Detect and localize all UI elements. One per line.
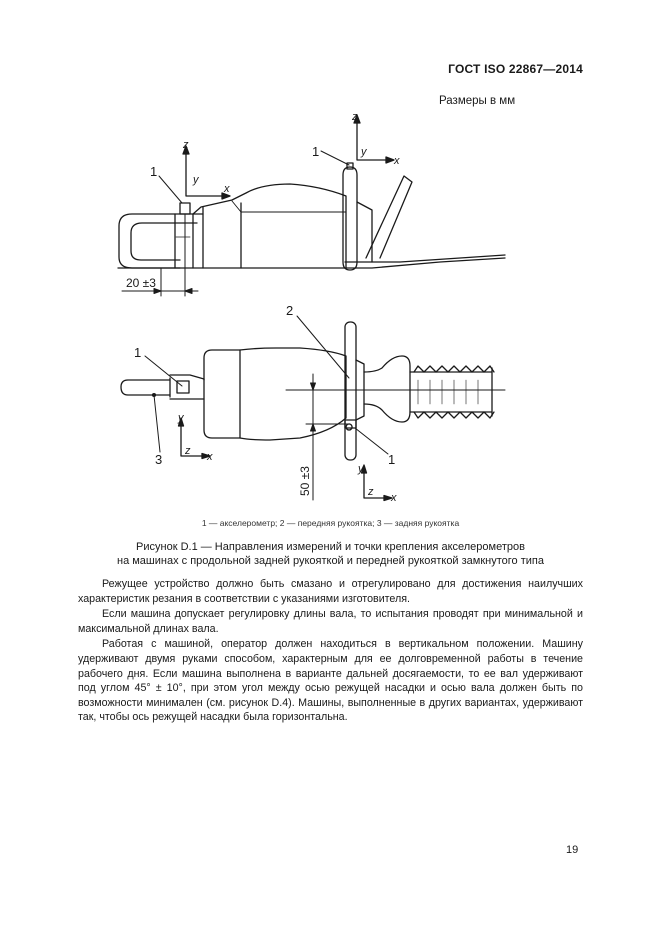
body-text (78, 577, 583, 726)
top-axis-y-right: y (361, 146, 367, 158)
units-note: Размеры в мм (439, 95, 516, 107)
figure-caption-line1: Рисунок D.1 — Направления измерений и точки крепления акселерометров (136, 541, 525, 553)
top-dimension-label: 20 ±3 (126, 276, 156, 290)
top-view-axes-right (354, 115, 394, 163)
paragraph-2: Если машина допускает регулировку длины вала, то испытания проводят при минимальной и максимальной длинах вала. (78, 608, 583, 635)
bottom-callout-2: 2 (286, 303, 294, 318)
top-callout-1-right: 1 (312, 144, 320, 159)
bottom-dimension-50 (306, 374, 349, 500)
bottom-axis-x-right: x (391, 492, 397, 504)
figure-caption-line2: на машинах с продольной задней рукояткой и передней рукояткой замкнутого типа (117, 555, 544, 567)
bottom-callout-1-left: 1 (134, 345, 142, 360)
bottom-callout-3: 3 (155, 452, 163, 467)
bottom-axis-x-left: x (207, 451, 213, 463)
top-axis-z-right: z (352, 111, 358, 123)
paragraph-1: Режущее устройство должно быть смазано и отрегулировано для достижения наилучших характеристик резания в соответствии с указаниями изготовителя. (78, 578, 583, 605)
bottom-axis-z-left: z (185, 445, 191, 457)
figure-caption (60, 540, 601, 568)
paragraph-3: Работая с машиной, оператор должен находиться в вертикальном положении. Машину удерживают двумя руками способом, характерным для ее долговременной работы в течение рабочего дня. Если машина выполнена в варианте дальней досягаемости, то ее вал удерживают под углом 45° ± 10°, при этом угол между осью режущей насадки и осью вала должен быть по возможности минимален (см. рисунок D.4). Машины, выполненные в других вариантах, удерживают так, чтобы ось режущей насадки была горизонтальна. (78, 638, 583, 724)
bottom-view-axes-right (362, 465, 393, 501)
top-axis-y-left: y (193, 174, 199, 186)
page-number: 19 (566, 844, 579, 856)
bottom-view-axes-left (179, 418, 211, 459)
bottom-axis-y-right: y (358, 463, 364, 475)
top-axis-x-right: x (394, 155, 400, 167)
top-axis-z-left: z (183, 139, 189, 151)
top-view-axes-left (183, 146, 230, 199)
bottom-dimension-label: 50 ±3 (298, 466, 312, 496)
bottom-axis-y-left: y (178, 412, 184, 424)
standard-designation: ГОСТ ISO 22867—2014 (448, 62, 583, 76)
bottom-axis-z-right: z (368, 486, 374, 498)
top-axis-x-left: x (224, 183, 230, 195)
figure-legend: 1 — акселерометр; 2 — передняя рукоятка; 3 — задняя рукоятка (201, 518, 460, 528)
top-view-machine (118, 163, 505, 270)
bottom-callout-1-right: 1 (388, 452, 396, 467)
top-callout-1-left: 1 (150, 164, 158, 179)
